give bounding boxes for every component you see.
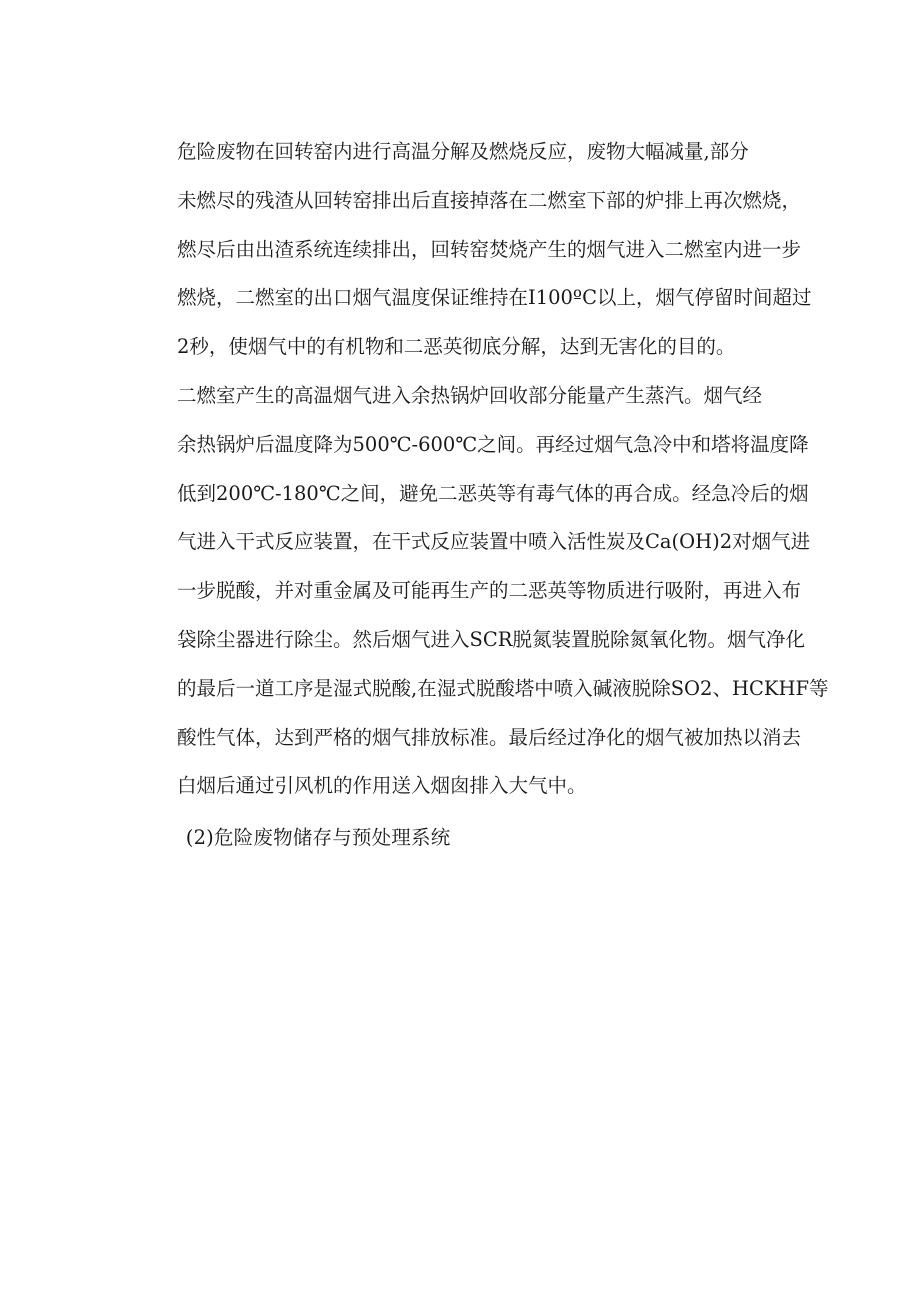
document-body — [138, 128, 829, 863]
text-line: 气进入干式反应装置，在干式反应装置中喷入活性炭及Ca(OH)2对烟气进 — [177, 530, 811, 554]
text-line: 未燃尽的残渣从回转窑排出后直接掉落在二燃室下部的炉排上再次燃烧， — [177, 188, 802, 212]
text-line: 2秒，使烟气中的有机物和二恶英彻底分解，达到无害化的目的。 — [177, 335, 736, 359]
text-line: 危险废物在回转窑内进行高温分解及燃烧反应，废物大幅减量,部分 — [177, 140, 749, 163]
text-line: 酸性气体，达到严格的烟气排放标准。最后经过净化的烟气被加热以消去 — [177, 725, 802, 749]
text-line: 燃烧，二燃室的出口烟气温度保证维持在I100ºC以上，烟气停留时间超过 — [177, 286, 812, 310]
text-line: 白烟后通过引风机的作用送入烟囱排入大气中。 — [177, 774, 587, 798]
text-line: 二燃室产生的高温烟气进入余热锅炉回收部分能量产生蒸汽。烟气经 — [177, 383, 763, 407]
section-heading: (2)危险废物储存与预处理系统 — [185, 826, 451, 850]
paragraph-flue-gas-treatment — [138, 372, 829, 811]
text-line: 一步脱酸，并对重金属及可能再生产的二恶英等物质进行吸附，再进入布 — [177, 579, 802, 603]
text-line: 袋除尘器进行除尘。然后烟气进入SCR脱氮装置脱除氮氧化物。烟气净化 — [177, 627, 805, 651]
text-line: 低到200℃-180℃之间，避免二恶英等有毒气体的再合成。经急冷后的烟 — [177, 481, 809, 505]
text-line: 的最后一道工序是湿式脱酸,在湿式脱酸塔中喷入碱液脱除SO2、HCKHF等 — [177, 676, 829, 700]
paragraph-incineration-process — [138, 128, 812, 372]
text-line: 燃尽后由出渣系统连续排出，回转窑焚烧产生的烟气进入二燃室内进一步 — [177, 237, 802, 261]
text-line: 余热锅炉后温度降为500℃-600℃之间。再经过烟气急冷中和塔将温度降 — [177, 432, 809, 456]
